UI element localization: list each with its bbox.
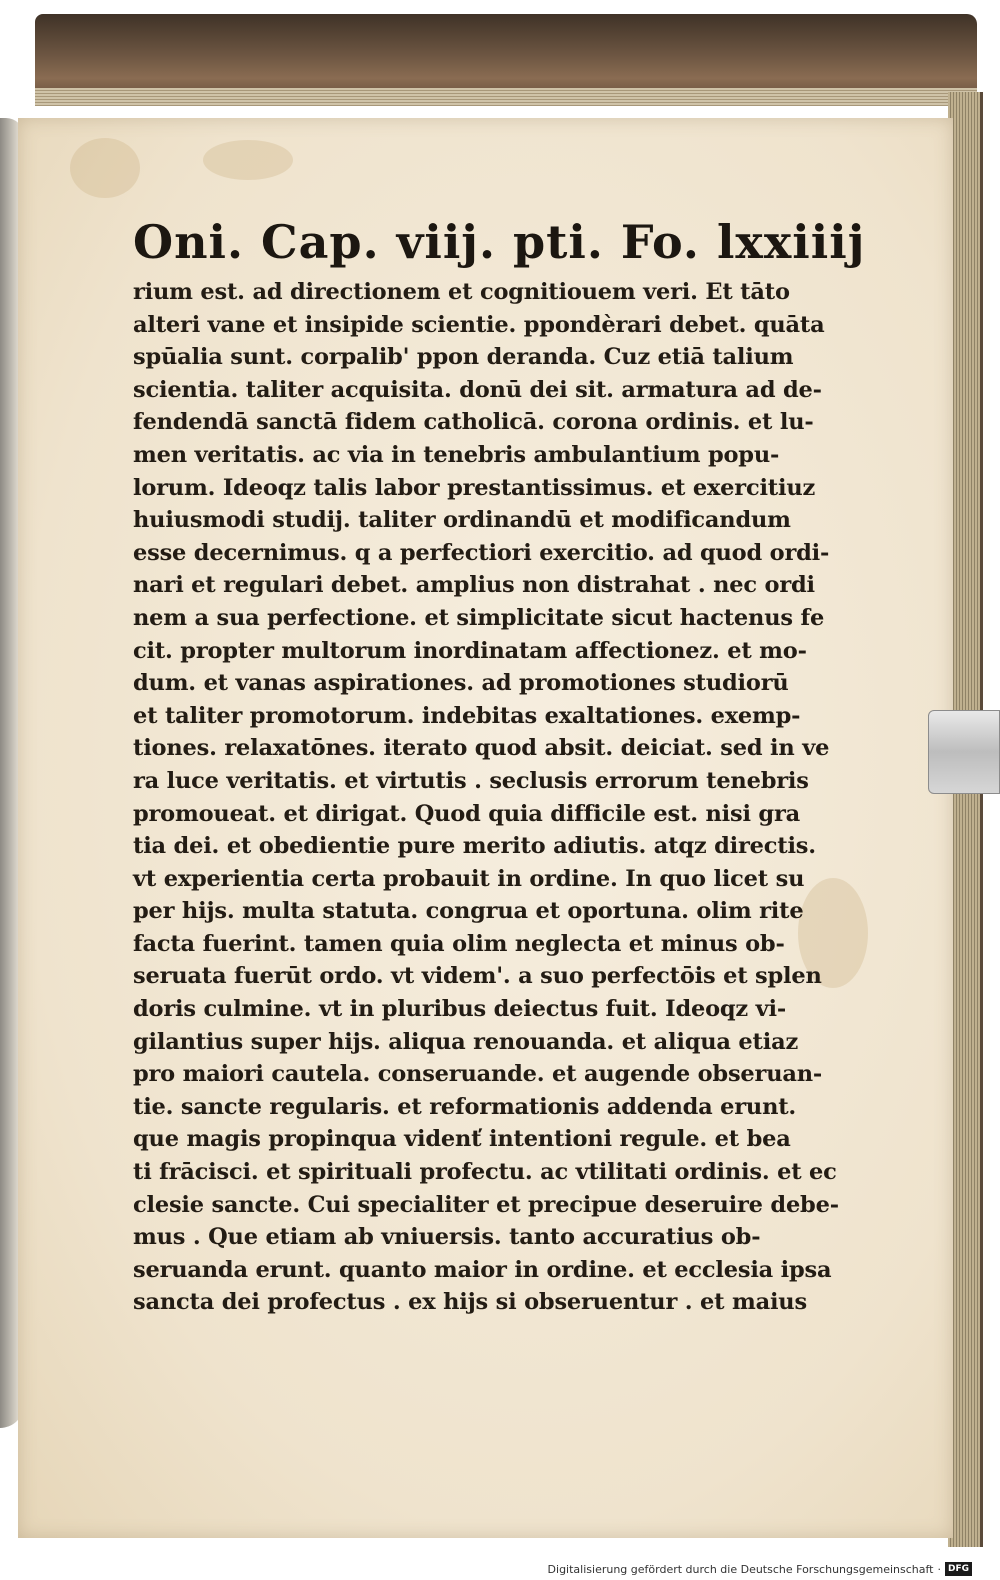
text-line: seruanda erunt. quanto maior in ordine. et ecclesia ipsa xyxy=(133,1256,832,1283)
text-line: vt experientia certa probauit in ordine. In quo licet su xyxy=(133,865,805,892)
paper-stain xyxy=(70,138,140,198)
credit-text: Digitalisierung gefördert durch die Deutsche Forschungsgemeinschaft xyxy=(547,1562,934,1576)
text-line: seruata fuerūt ordo. vt videm'. a suo perfectōis et splen xyxy=(133,963,822,990)
text-line: et taliter promotorum. indebitas exaltationes. exemp- xyxy=(133,702,801,729)
text-line: que magis propinqua videnť intentioni regule. et bea xyxy=(133,1126,791,1153)
text-line: rium est. ad directionem et cognitiouem veri. Et tāto xyxy=(133,279,790,305)
paper-stain xyxy=(203,140,293,180)
text-line: sancta dei profectus . ex hijs si obseruentur . et maius xyxy=(133,1289,807,1316)
text-line: tia dei. et obedientie pure merito adiutis. atqz directis. xyxy=(133,833,816,860)
text-block xyxy=(133,208,866,1319)
running-header: Oni. Cap. viij. pti. Fo. lxxiiij xyxy=(133,215,866,269)
book-top-edge xyxy=(35,14,977,106)
text-line: gilantius super hijs. aliqua renouanda. et aliqua etiaz xyxy=(133,1028,799,1055)
text-line: ra luce veritatis. et virtutis . seclusis errorum tenebris xyxy=(133,767,809,794)
page-clip xyxy=(928,710,1000,794)
text-line: promoueat. et dirigat. Quod quia difficile est. nisi gra xyxy=(133,800,800,827)
page-fore-edge xyxy=(948,92,983,1547)
text-line: facta fuerint. tamen quia olim neglecta et minus ob- xyxy=(133,930,785,957)
text-line: lorum. Ideoqz talis labor prestantissimus. et exercitiuz xyxy=(133,474,816,501)
text-line: ti frācisci. et spirituali profectu. ac vtilitati ordinis. et ec xyxy=(133,1159,837,1186)
text-line: doris culmine. vt in pluribus deiectus fuit. Ideoqz vi- xyxy=(133,996,787,1023)
text-line: pro maiori cautela. conseruande. et augende obseruan- xyxy=(133,1061,823,1088)
text-line: nari et regulari debet. amplius non distrahat . nec ordi xyxy=(133,572,815,599)
digitization-credit xyxy=(548,1561,972,1577)
text-line: men veritatis. ac via in tenebris ambulantium popu- xyxy=(133,441,780,468)
text-line: huiusmodi studij. taliter ordinandū et modificandum xyxy=(133,507,791,534)
separator-dot: · xyxy=(937,1562,941,1576)
text-line: mus . Que etiam ab vniuersis. tanto accuratius ob- xyxy=(133,1224,761,1251)
text-line: cit. propter multorum inordinatam affectionez. et mo- xyxy=(133,637,807,664)
dfg-logo: DFG xyxy=(945,1562,972,1576)
text-line: spūalia sunt. corpalib' ppon deranda. Cuz etiā talium xyxy=(133,344,794,371)
text-line: nem a sua perfectione. et simplicitate sicut hactenus fe xyxy=(133,604,825,631)
text-line: dum. et vanas aspirationes. ad promotiones studiorū xyxy=(133,670,789,697)
text-line: alteri vane et insipide scientie. ppondèrari debet. quāta xyxy=(133,311,825,338)
text-line: fendendā sanctā fidem catholicā. corona ordinis. et lu- xyxy=(133,409,814,436)
text-line: esse decernimus. q a perfectiori exercitio. ad quod ordi- xyxy=(133,539,830,566)
text-line: clesie sancte. Cui specialiter et precipue deseruire debe- xyxy=(133,1191,839,1218)
text-line: tiones. relaxatōnes. iterato quod absit. deiciat. sed in ve xyxy=(133,735,830,762)
text-line: per hijs. multa statuta. congrua et oportuna. olim rite xyxy=(133,898,804,925)
text-line: scientia. taliter acquisita. donū dei sit. armatura ad de- xyxy=(133,376,822,403)
text-line: tie. sancte regularis. et reformationis addenda erunt. xyxy=(133,1093,797,1120)
